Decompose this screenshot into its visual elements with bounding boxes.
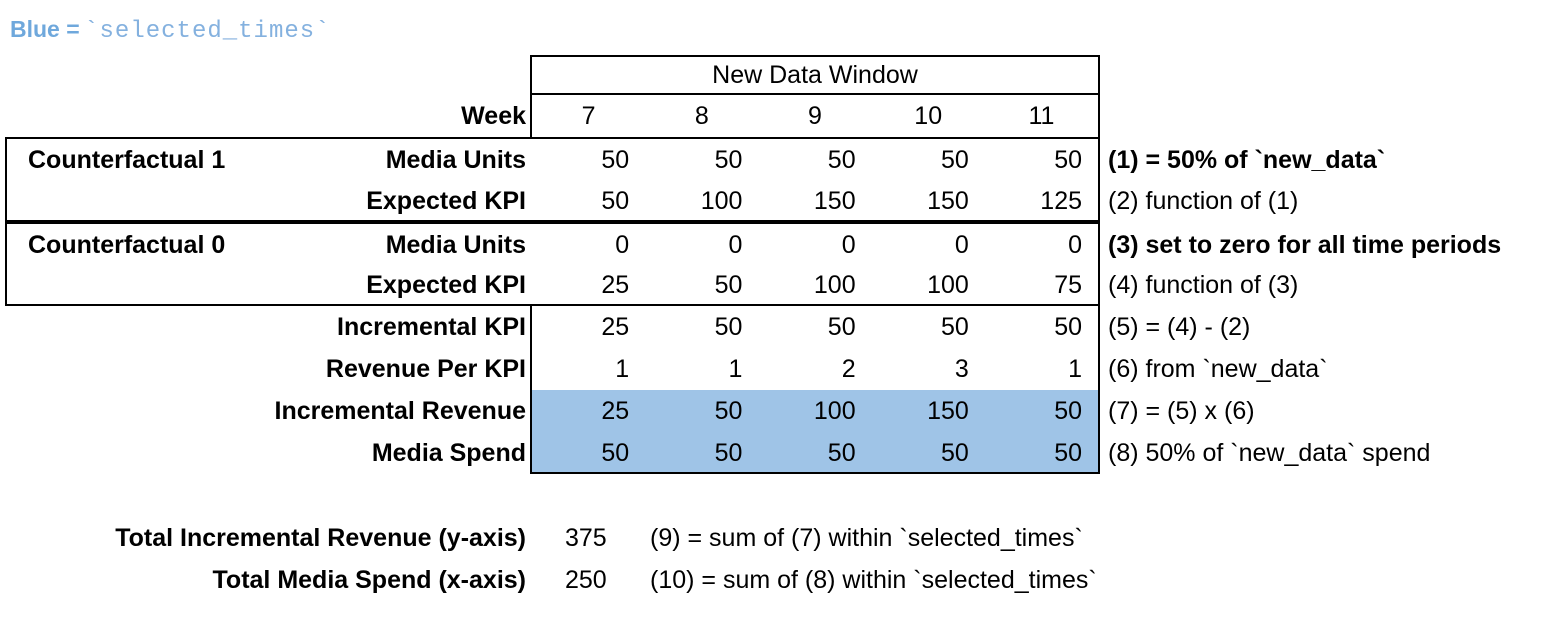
total-incremental-revenue-annotation: (9) = sum of (7) within `selected_times`: [650, 524, 1083, 552]
cell: 3: [954, 355, 969, 383]
cell: 1: [728, 355, 743, 383]
cell: 50: [941, 313, 969, 341]
week-label: Week: [461, 102, 526, 130]
row-annotation: (7) = (5) x (6): [1108, 397, 1255, 425]
cell: 50: [601, 187, 630, 215]
row-annotation: (8) 50% of `new_data` spend: [1108, 439, 1431, 467]
row-label: Media Spend: [371, 439, 526, 467]
cell: 100: [927, 271, 969, 299]
group-label-counterfactual-1: Counterfactual 1: [28, 146, 226, 174]
week-cell: 8: [694, 102, 709, 130]
row-annotation: (6) from `new_data`: [1108, 355, 1328, 383]
table-row-highlighted: [532, 432, 1098, 474]
cell: 25: [601, 313, 630, 341]
cell: 150: [927, 187, 969, 215]
cell: 25: [601, 271, 630, 299]
table-row: [532, 264, 1098, 306]
legend-note: [10, 16, 331, 45]
cell: 2: [841, 355, 856, 383]
cell: 50: [827, 439, 856, 467]
cell: 50: [714, 439, 743, 467]
row-annotation: (1) = 50% of `new_data`: [1108, 146, 1386, 174]
week-cell: 10: [914, 102, 943, 130]
cell: 50: [1054, 397, 1083, 425]
cell: 0: [615, 231, 630, 259]
cell: 50: [714, 271, 743, 299]
week-cell: 7: [581, 102, 596, 130]
group-label-counterfactual-0: Counterfactual 0: [28, 231, 226, 259]
legend-blue-label: Blue =: [10, 16, 80, 42]
cell: 50: [941, 439, 969, 467]
total-media-spend-label: Total Media Spend (x-axis): [212, 566, 526, 594]
row-label: Expected KPI: [366, 271, 526, 299]
row-label: Incremental Revenue: [274, 397, 526, 425]
total-media-spend-annotation: (10) = sum of (8) within `selected_times`: [650, 566, 1097, 594]
row-label: Media Units: [385, 231, 526, 259]
row-label: Revenue Per KPI: [325, 355, 526, 383]
table-row: [532, 306, 1098, 348]
cell: 100: [813, 397, 856, 425]
cell: 100: [813, 271, 856, 299]
cell: 50: [941, 146, 969, 174]
table-row: [532, 348, 1098, 390]
cell: 50: [827, 146, 856, 174]
row-label: Incremental KPI: [337, 313, 526, 341]
week-cell: 9: [808, 102, 822, 130]
cell: 1: [1068, 355, 1083, 383]
table-row-highlighted: [532, 390, 1098, 432]
cell: 50: [714, 146, 743, 174]
total-incremental-revenue-value: 375: [565, 524, 607, 552]
legend-code: `selected_times`: [84, 18, 331, 45]
row-annotation: (3) set to zero for all time periods: [1108, 231, 1502, 259]
cell: 0: [1068, 231, 1083, 259]
total-incremental-revenue-label: Total Incremental Revenue (y-axis): [115, 524, 526, 552]
cell: 50: [601, 439, 630, 467]
cell: 50: [1054, 439, 1083, 467]
new-data-window-header: [530, 55, 1100, 95]
table-row: [532, 180, 1098, 222]
total-media-spend-value: 250: [565, 566, 607, 594]
cell: 150: [927, 397, 969, 425]
new-data-window-label: New Data Window: [712, 60, 918, 89]
cell: 0: [954, 231, 969, 259]
row-annotation: (4) function of (3): [1108, 271, 1299, 299]
cell: 150: [813, 187, 856, 215]
cell: 1: [615, 355, 630, 383]
row-label: Expected KPI: [366, 187, 526, 215]
cell: 100: [700, 187, 743, 215]
week-header-row: [530, 95, 1100, 137]
cell: 50: [1054, 146, 1083, 174]
row-label: Media Units: [385, 146, 526, 174]
row-annotation: (2) function of (1): [1108, 187, 1299, 215]
cell: 75: [1054, 271, 1083, 299]
cell: 0: [728, 231, 743, 259]
table-row: [532, 139, 1098, 181]
cell: 50: [714, 313, 743, 341]
cell: 50: [601, 146, 630, 174]
cell: 0: [841, 231, 856, 259]
cell: 25: [601, 397, 630, 425]
table-row: [532, 224, 1098, 266]
week-cell: 11: [1028, 102, 1055, 130]
row-annotation: (5) = (4) - (2): [1108, 313, 1251, 341]
cell: 50: [714, 397, 743, 425]
cell: 50: [827, 313, 856, 341]
cell: 50: [1054, 313, 1083, 341]
cell: 125: [1040, 187, 1083, 215]
